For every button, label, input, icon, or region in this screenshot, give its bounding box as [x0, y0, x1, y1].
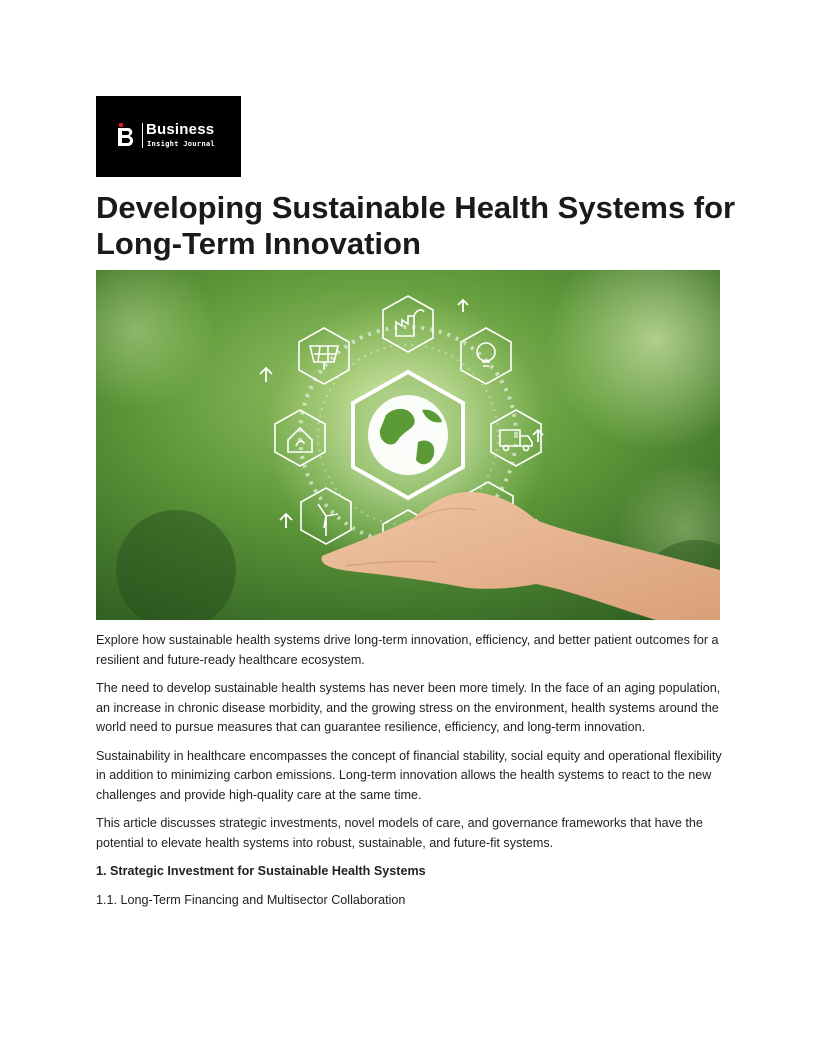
intro-paragraph: Explore how sustainable health systems drive long-term innovation, efficiency, and better patient outcomes for a resilient and future-ready healthcare ecosystem. [96, 633, 719, 667]
article-body [96, 631, 724, 919]
logo-tagline: Insight Journal [147, 139, 215, 148]
hero-image [96, 270, 720, 620]
logo-divider [142, 123, 143, 148]
body-paragraph-2: Sustainability in healthcare encompasses the concept of financial stability, social equity and operational flexibility in addition to minimizing carbon emissions. Long-term innovation allows the health systems to react to the new challenges and provide high-quality care at the same time. [96, 748, 722, 802]
section-subheading: 1.1. Long-Term Financing and Multisector Collaboration [96, 892, 406, 907]
b-logo-mark-icon [116, 123, 138, 147]
body-paragraph-3: This article discusses strategic investments, novel models of care, and governance frameworks that have the potential to elevate health systems into robust, sustainable, and future-fit systems. [96, 816, 703, 850]
article-title: Developing Sustainable Health Systems for Long-Term Innovation [96, 190, 736, 261]
logo-wordmark: Business [146, 121, 215, 138]
body-paragraph-1: The need to develop sustainable health systems has never been more timely. In the face of an aging population, an increase in chronic disease morbidity, and the growing stress on the environment, health systems around the world need to pursue measures that can guarantee resilience, efficiency, and long-term innovation. [96, 681, 721, 734]
business-insight-journal-logo [96, 96, 241, 177]
section-heading: 1. Strategic Investment for Sustainable Health Systems [96, 864, 426, 878]
